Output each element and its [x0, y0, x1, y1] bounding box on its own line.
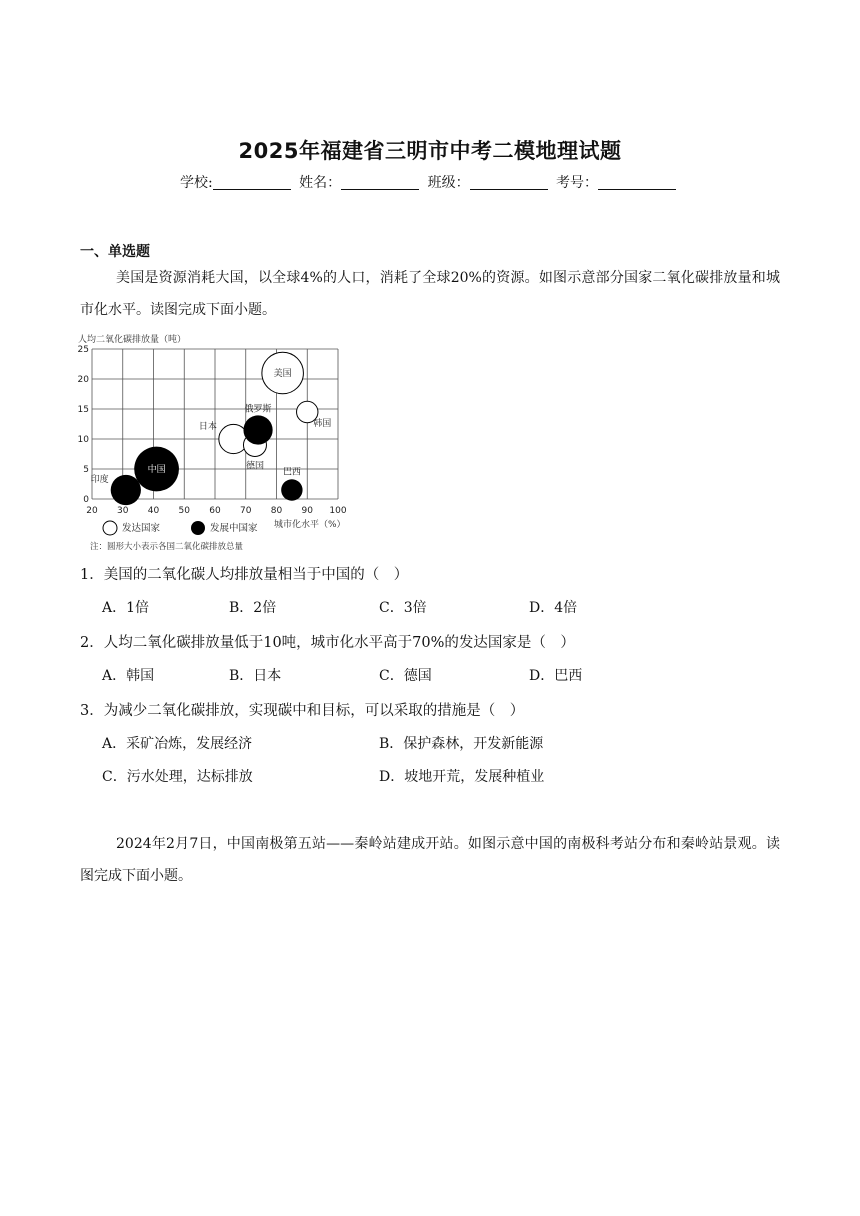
data-point-label: 日本 [198, 422, 217, 432]
school-label: 学校: [179, 175, 213, 191]
data-point-label: 韩国 [313, 419, 332, 429]
data-point [243, 415, 272, 444]
legend-developing-marker [191, 521, 205, 535]
data-point-label: 美国 [273, 369, 292, 379]
chart-svg [78, 331, 378, 556]
x-tick-label: 20 [86, 506, 98, 516]
data-point-label: 俄罗斯 [244, 404, 272, 415]
question-3-option-d[interactable]: D．坡地开荒，发展种植业 [379, 769, 545, 785]
question-1-stem: 1．美国的二氧化碳人均排放量相当于中国的（ ） [80, 567, 409, 583]
section-title: 一、单选题 [80, 244, 150, 260]
data-point [281, 479, 302, 500]
question-1-option-a[interactable]: A．1倍 [102, 600, 150, 616]
data-point-label: 巴西 [282, 467, 301, 478]
question-2-option-c[interactable]: C．德国 [379, 668, 432, 684]
class-blank [470, 175, 548, 190]
chart-note: 注：圆形大小表示各国二氧化碳排放总量 [90, 542, 244, 552]
x-tick-label: 30 [117, 506, 129, 516]
data-point [111, 475, 141, 505]
intro-paragraph-2: 2024年2月7日，中国南极第五站——秦岭站建成开站。如图示意中国的南极科考站分布和秦岭站景观。读图完成下面小题。 [80, 836, 780, 884]
x-tick-label: 100 [329, 506, 347, 516]
question-2-option-b[interactable]: B．日本 [229, 668, 282, 684]
name-blank [341, 175, 419, 190]
y-tick-label: 20 [78, 375, 89, 385]
class-label: 班级： [427, 175, 470, 191]
y-tick-label: 5 [83, 465, 89, 475]
question-1-option-b[interactable]: B．2倍 [229, 600, 277, 616]
school-blank [213, 175, 291, 190]
legend-developed-marker [103, 521, 117, 535]
co2-urbanization-chart [78, 331, 378, 556]
question-2-stem: 2．人均二氧化碳排放量低于10吨，城市化水平高于70%的发达国家是（ ） [80, 635, 575, 651]
y-tick-label: 10 [78, 435, 89, 445]
exam-number-label: 考号： [556, 175, 599, 191]
y-tick-label: 25 [78, 345, 89, 355]
x-tick-label: 50 [178, 506, 190, 516]
x-tick-label: 60 [209, 506, 221, 516]
exam-number-blank [598, 175, 676, 190]
question-2-option-d[interactable]: D．巴西 [529, 668, 583, 684]
y-axis-title: 人均二氧化碳排放量（吨） [78, 335, 187, 345]
data-point-label: 德国 [245, 461, 264, 472]
question-3-option-b[interactable]: B．保护森林，开发新能源 [379, 736, 544, 752]
intro-paragraph-1: 美国是资源消耗大国，以全球4%的人口，消耗了全球20%的资源。如图示意部分国家二氧化碳排放量和城市化水平。读图完成下面小题。 [80, 270, 780, 318]
question-3-option-a[interactable]: A．采矿冶炼，发展经济 [102, 736, 253, 752]
question-1-option-d[interactable]: D．4倍 [529, 600, 578, 616]
x-axis-title: 城市化水平（%） [274, 520, 346, 530]
y-tick-label: 15 [78, 405, 89, 415]
student-info-line [0, 172, 860, 192]
question-3-stem: 3．为减少二氧化碳排放，实现碳中和目标，可以采取的措施是（ ） [80, 703, 525, 719]
question-2-option-a[interactable]: A．韩国 [102, 668, 155, 684]
page-title: 2025年福建省三明市中考二模地理试题 [238, 139, 622, 163]
legend-developed-label: 发达国家 [122, 523, 161, 534]
x-tick-label: 80 [270, 506, 283, 516]
question-3-option-c[interactable]: C．污水处理，达标排放 [102, 769, 253, 785]
y-tick-label: 0 [83, 495, 89, 505]
legend-developing-label: 发展中国家 [210, 523, 258, 534]
data-point-label: 中国 [147, 465, 166, 475]
x-tick-label: 90 [301, 506, 313, 516]
question-1-option-c[interactable]: C．3倍 [379, 600, 427, 616]
x-tick-label: 40 [147, 506, 160, 516]
name-label: 姓名： [299, 175, 342, 191]
x-tick-label: 70 [240, 506, 252, 516]
data-point-label: 印度 [90, 475, 109, 485]
